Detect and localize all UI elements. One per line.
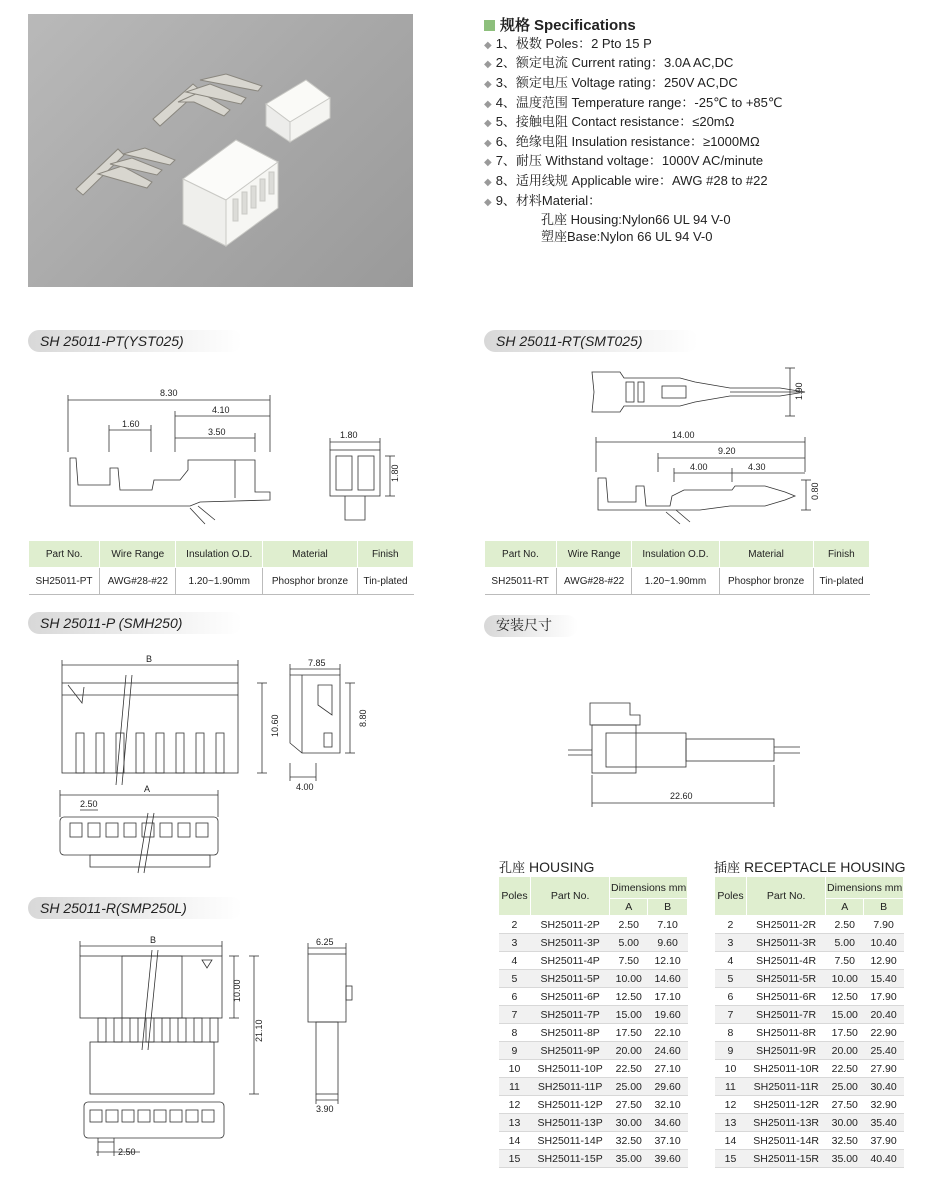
table-row: 12 SH25011-12R 27.50 32.90 <box>715 1096 904 1114</box>
th-wire: Wire Range <box>100 541 176 568</box>
table-row: 2 SH25011-2P 2.50 7.10 <box>499 916 688 934</box>
r-housing-drawing <box>40 930 420 1165</box>
diamond-icon: ◆ <box>484 177 492 188</box>
table-row: 6 SH25011-6P 12.50 17.10 <box>499 988 688 1006</box>
section-pill-rt: SH 25011-RT(SMT025) <box>484 330 698 352</box>
dim-r-250: 2.50 <box>118 1147 136 1157</box>
connector-photo-illustration <box>28 14 413 287</box>
th-part: Part No. <box>530 877 609 916</box>
dim-rt-920: 9.20 <box>718 446 736 456</box>
table-row: SH25011-RT AWG#28-#22 1.20~1.90mm Phosphor bronze Tin-plated <box>485 568 870 595</box>
rt-terminal-drawing <box>580 360 830 525</box>
table-row: 2 SH25011-2R 2.50 7.90 <box>715 916 904 934</box>
table-row: 11 SH25011-11R 25.00 30.40 <box>715 1078 904 1096</box>
th-poles: Poles <box>499 877 531 916</box>
pt-terminal-drawing <box>40 380 410 530</box>
table-row: 13 SH25011-13P 30.00 34.60 <box>499 1114 688 1132</box>
dim-rt-400: 4.00 <box>690 462 708 472</box>
dim-p-880: 8.80 <box>358 709 368 727</box>
diamond-icon: ◆ <box>484 79 492 90</box>
section-pill-install: 安装尺寸 <box>484 615 578 637</box>
housing-table-title: 孔座 HOUSING <box>499 859 595 876</box>
section-pill-r: SH 25011-R(SMP250L) <box>28 897 242 919</box>
table-row: 5 SH25011-5R 10.00 15.40 <box>715 970 904 988</box>
table-row: 7 SH25011-7R 15.00 20.40 <box>715 1006 904 1024</box>
receptacle-table-title: 插座 RECEPTACLE HOUSING <box>714 859 906 876</box>
dim-r-b: B <box>150 935 157 945</box>
dim-p-b: B <box>146 654 153 664</box>
dim-p-400: 4.00 <box>296 782 314 792</box>
spec-line: ◆ 4、温度范围 Temperature range：-25℃ to +85℃ <box>484 95 783 110</box>
dim-r-390: 3.90 <box>316 1104 334 1114</box>
product-photo <box>28 14 413 287</box>
spec-title-en: Specifications <box>534 17 636 34</box>
diamond-icon: ◆ <box>484 138 492 149</box>
dim-rt-430: 4.30 <box>748 462 766 472</box>
dim-install-2260: 22.60 <box>670 791 693 801</box>
dim-pt-350: 3.50 <box>208 427 226 437</box>
spec-line: ◆ 9、材料Material： <box>484 193 602 208</box>
table-row: 8 SH25011-8P 17.50 22.10 <box>499 1024 688 1042</box>
table-row: 3 SH25011-3P 5.00 9.60 <box>499 934 688 952</box>
table-row: 6 SH25011-6R 12.50 17.90 <box>715 988 904 1006</box>
table-row: 10 SH25011-10P 22.50 27.10 <box>499 1060 688 1078</box>
spec-material-housing: 孔座 Housing:Nylon66 UL 94 V-0 <box>541 212 731 227</box>
th-dims: Dimensions mm <box>610 877 688 899</box>
dim-p-1060: 10.60 <box>270 714 280 737</box>
th-part: Part No. <box>29 541 100 568</box>
table-row: 5 SH25011-5P 10.00 14.60 <box>499 970 688 988</box>
th-a: A <box>826 899 864 916</box>
spec-line: ◆ 3、额定电压 Voltage rating：250V AC,DC <box>484 75 738 90</box>
dim-p-785: 7.85 <box>308 658 326 668</box>
table-row: 4 SH25011-4P 7.50 12.10 <box>499 952 688 970</box>
dim-r-1000: 10.00 <box>232 979 242 1002</box>
install-dimension-drawing <box>560 695 810 810</box>
spec-line: ◆ 1、极数 Poles：2 Pto 15 P <box>484 36 652 51</box>
spec-line: ◆ 2、额定电流 Current rating：3.0A AC,DC <box>484 55 734 70</box>
th-finish: Finish <box>357 541 413 568</box>
table-row: 9 SH25011-9R 20.00 25.40 <box>715 1042 904 1060</box>
th-wire: Wire Range <box>556 541 632 568</box>
dim-p-a: A <box>144 784 151 794</box>
p-housing-drawing <box>40 645 420 885</box>
dim-pt-410: 4.10 <box>212 405 230 415</box>
dim-p-250: 2.50 <box>80 799 98 809</box>
table-row: 9 SH25011-9P 20.00 24.60 <box>499 1042 688 1060</box>
section-pill-pt: SH 25011-PT(YST025) <box>28 330 242 352</box>
th-insulation: Insulation O.D. <box>632 541 719 568</box>
spec-line: ◆ 7、耐压 Withstand voltage：1000V AC/minute <box>484 153 764 168</box>
green-square-icon <box>484 20 495 31</box>
table-row: 4 SH25011-4R 7.50 12.90 <box>715 952 904 970</box>
dim-r-625: 6.25 <box>316 937 334 947</box>
table-row: SH25011-PT AWG#28-#22 1.20~1.90mm Phosphor bronze Tin-plated <box>29 568 414 595</box>
table-row: 14 SH25011-14P 32.50 37.10 <box>499 1132 688 1150</box>
dim-pt-180h: 1.80 <box>390 464 400 482</box>
dim-r-2110: 21.10 <box>254 1019 264 1042</box>
diamond-icon: ◆ <box>484 99 492 110</box>
dim-pt-180w: 1.80 <box>340 430 358 440</box>
spec-line: ◆ 5、接触电阻 Contact resistance：≤20mΩ <box>484 114 735 129</box>
th-dims: Dimensions mm <box>826 877 904 899</box>
dim-rt-080: 0.80 <box>810 482 820 500</box>
table-row: 13 SH25011-13R 30.00 35.40 <box>715 1114 904 1132</box>
table-row: 10 SH25011-10R 22.50 27.90 <box>715 1060 904 1078</box>
table-row: 7 SH25011-7P 15.00 19.60 <box>499 1006 688 1024</box>
dim-pt-830: 8.30 <box>160 388 178 398</box>
spec-material-base: 塑座Base:Nylon 66 UL 94 V-0 <box>541 229 713 244</box>
section-pill-p: SH 25011-P (SMH250) <box>28 612 242 634</box>
pt-spec-table <box>28 540 414 595</box>
th-part: Part No. <box>485 541 557 568</box>
diamond-icon: ◆ <box>484 197 492 208</box>
diamond-icon: ◆ <box>484 40 492 51</box>
th-finish: Finish <box>813 541 869 568</box>
table-row: 14 SH25011-14R 32.50 37.90 <box>715 1132 904 1150</box>
spec-title-cn: 规格 <box>500 16 531 34</box>
diamond-icon: ◆ <box>484 157 492 168</box>
dim-pt-160: 1.60 <box>122 419 140 429</box>
th-b: B <box>864 899 904 916</box>
th-poles: Poles <box>715 877 747 916</box>
housing-table <box>498 876 688 1168</box>
spec-line: ◆ 6、绝缘电阻 Insulation resistance：≥1000MΩ <box>484 134 760 149</box>
table-row: 8 SH25011-8R 17.50 22.90 <box>715 1024 904 1042</box>
dim-rt-1400: 14.00 <box>672 430 695 440</box>
table-row: 12 SH25011-12P 27.50 32.10 <box>499 1096 688 1114</box>
receptacle-table <box>714 876 904 1168</box>
table-row: 11 SH25011-11P 25.00 29.60 <box>499 1078 688 1096</box>
table-row: 15 SH25011-15P 35.00 39.60 <box>499 1150 688 1168</box>
diamond-icon: ◆ <box>484 118 492 129</box>
table-row: 15 SH25011-15R 35.00 40.40 <box>715 1150 904 1168</box>
th-material: Material <box>719 541 813 568</box>
diamond-icon: ◆ <box>484 59 492 70</box>
table-row: 3 SH25011-3R 5.00 10.40 <box>715 934 904 952</box>
th-material: Material <box>263 541 357 568</box>
specifications-title <box>484 14 636 35</box>
th-part: Part No. <box>746 877 825 916</box>
th-insulation: Insulation O.D. <box>176 541 263 568</box>
dim-rt-190: 1.90 <box>794 382 804 400</box>
th-a: A <box>610 899 648 916</box>
rt-spec-table <box>484 540 870 595</box>
th-b: B <box>648 899 688 916</box>
spec-line: ◆ 8、适用线规 Applicable wire：AWG #28 to #22 <box>484 173 768 188</box>
